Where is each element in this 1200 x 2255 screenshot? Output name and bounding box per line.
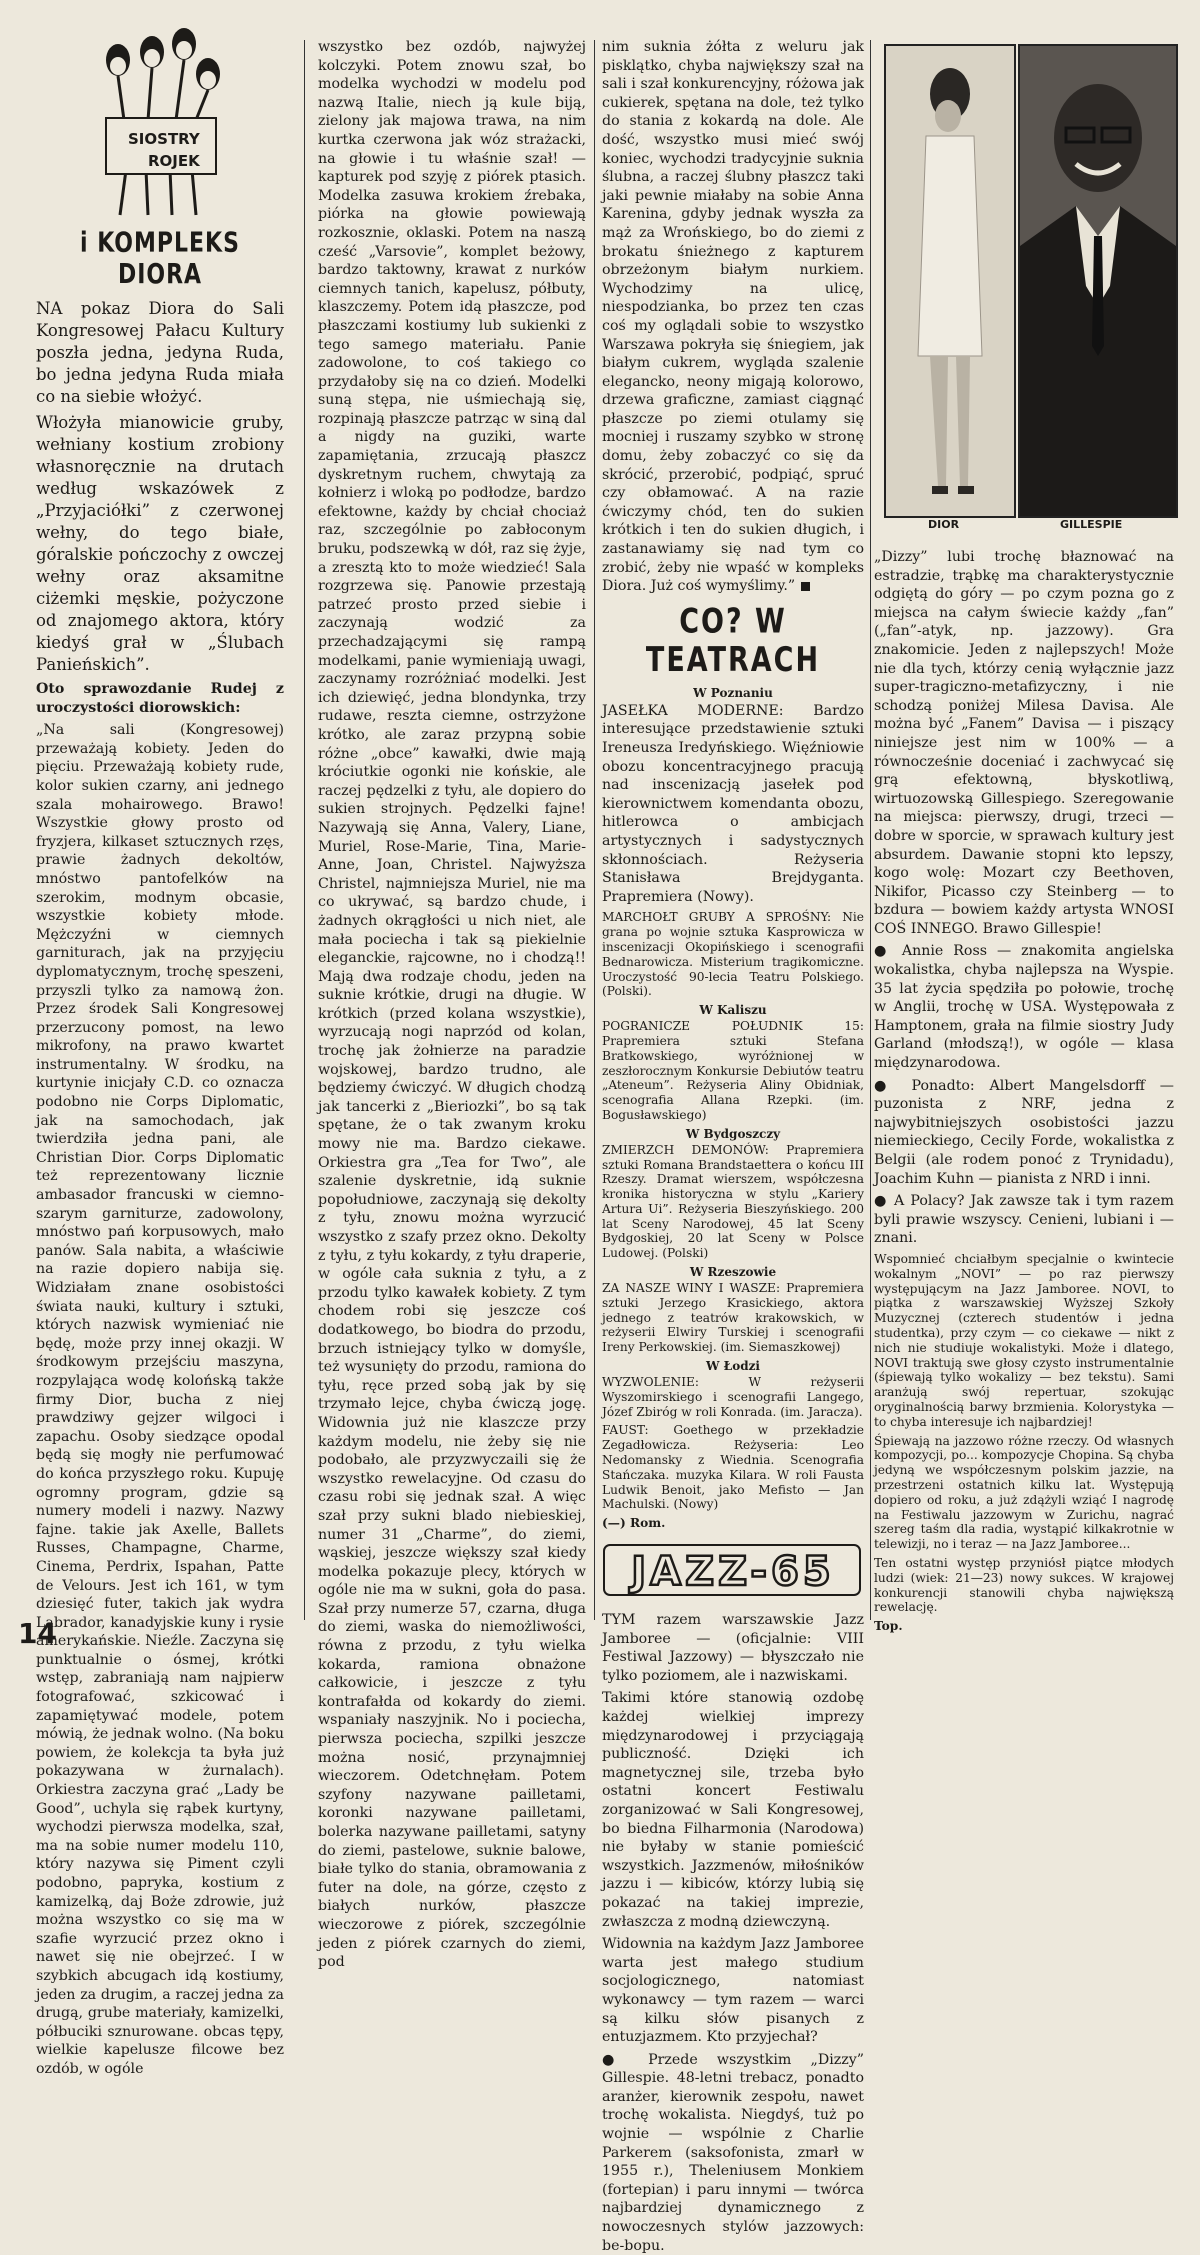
column-divider [870, 40, 871, 1620]
theatre-entry: ZA NASZE WINY I WASZE: Prapremiera sztuki Jerzego Krasickiego, aktora jednego z teatrów krakowskich, w reżyserii Elwiry Turskiej i scenografii Ireny Perkowskiej. (im. Siemaszkowej) [602, 1281, 864, 1355]
column-divider [594, 40, 595, 1620]
theatre-city-heading: W Poznaniu [693, 685, 773, 700]
gillespie-photo [1018, 44, 1178, 518]
article-paragraph [602, 38, 864, 596]
jazz-paragraph: Takimi które stanowią ozdobę każdej wielkiej imprezy międzynarodowej i przyciągają publiczność. Dzięki ich magnetycznej sile, trzeba było ostatni koncert Festiwalu zorganizować w Sali Kongresowej, bo biedna Filharmonia (Narodowa) nie byłaby w stanie pomieścić wszystkich. Jazzmenów, miłośników jazzu i — kibiców, którzy lubią się pokazać na takiej imprezie, zwłaszcza z modną dziewczyną. [602, 1690, 864, 1930]
jazz-paragraph: ● Ponadto: Albert Mangelsdorff — puzonista z NRF, jedna z najwybitniejszych osobistości jazzu niemieckiego, Cecily Forde, wokalistka z Belgii (ale rodem ponoć z Trynidadu), Joachim Kuhn — pianista z NRD i inni. [874, 1077, 1174, 1187]
jazz-lead: TYM razem warszawskie Jazz Jamboree — (oficjalnie: VIII Festiwal Jazzowy) — błyszczało nie tylko poziomem, ale i nazwiskami. [602, 1612, 864, 1684]
jazz-paragraph: ● Annie Ross — znakomita angielska wokalistka, chyba najlepsza na Wyspie. 35 lat życia spędziła po połowie, trochę w Anglii, trochę w USA. Występowała z Hamptonem, grała na filmie siostry Judy Garland (młodszą!), w ogóle — klasa międzynarodowa. [874, 943, 1174, 1072]
photo-caption-dior: DIOR [928, 518, 960, 531]
article-closing-text: nim suknia żółta z weluru jak pisklątko, chyba największy szał na sali i szał konkurencyjny, różowa jak cukierek, spętana na dole, też tylko do stania z kokardą na dole. Ale dość, wszystko musi mieć swój koniec, wychodzi tradycyjnie suknia ślubna, a raczej ślubny płaszcz taki jaki pewnie miałaby na sobie Anna Karenina, gdyby jednak wyszła za mąż za Wrońskiego, bo do ziemi z brokatu śnieżnego z kapturem obrzeżonym białym nurkiem. Wychodzimy na ulicę, niespodzianka, bo przez ten czas coś my oglądali sobie to wszystko Warszawa pokryła się śniegiem, jak białym cukrem, wygląda szalenie elegancko, neony migają kolorowo, drzewa graficzne, zamiast ciągnąć płaszcze po ziemi otulamy się mocniej i ruszamy szybko w stronę domu, żeby zobaczyć co się da skrócić, przerobić, podpiąć, spruć czy obłamować. A na razie ćwiczymy chód, ten do sukien krótkich i ten do sukien długich, i zastanawiamy się nad tym co zrobić, żeby nie wpaść w kompleks Diora. Już coś wymyślimy.” [602, 39, 864, 595]
theatre-entry: WYZWOLENIE: W reżyserii Wyszomirskiego i scenografii Langego, Józef Zbiróg w roli Konrada. (im. Jaracza). [602, 1375, 864, 1419]
theatre-entry: POGRANICZE POŁUDNIK 15: Prapremiera sztuki Stefana Bratkowskiego, wyróżnionej w zeszłorocznym Konkursie Debiutów teatru „Ateneum”. Reżyseria Aliny Obidniak, scenografia Allana Rzepki. (im. Bogusławskiego) [602, 1019, 864, 1122]
jazz-logo-text: JAZZ-65 [631, 1549, 835, 1596]
end-mark-icon [801, 582, 810, 591]
theatre-listings [602, 686, 864, 1512]
column-4 [874, 548, 1174, 1633]
theatre-section-title: CO? W TEATRACH [645, 602, 821, 680]
page-number: 14 [18, 1617, 57, 1650]
article-paragraph: „Na sali (Kongresowej) przeważają kobiety. Jeden do pięciu. Przeważają kobiety rude, kolor sukien czarny, ani jednego szala mohairowego. Brawo! Wszystkie głowy prosto od fryzjera, kilkaset sztucznych rzęs, prawie żadnych dekoltów, mnóstwo pantofelków na szerokim, modnym obcasie, wszystkie kobiety młode. Mężczyźni w ciemnych garniturach, jak na przyjęciu dyplomatycznym, trochę speszeni, przyszli tylko za namową żon. Przez środek Sali Kongresowej przerzucony pomost, na lewo mikrofony, na prawo kwartet instrumentalny. W środku, na kurtynie inicjały C.D. co oznacza podobno nie Corps Diplomatic, jak na samochodach, jak twierdziła jedna pani, ale Christian Dior. Corps Diplomatic też reprezentowany licznie ambasador francuski w ciemno-szarym garniturze, zadowolony, mnóstwo pań korpusowych, mało panów. Sala nabita, a właściwie na razie dopiero nabija się. Widziałam znane osobistości świata nauki, kultury i sztuki, których nazwisk wymieniać nie będę, może przy innej okazji. W środkowym przejściu maszyna, rozpylająca wodę kolońską także firmy Dior, bucha z niej prawdziwy gejzer wilgoci i zapachu. Osoby siedzące opodal będą się mogły nie perfumować do końca przyszłego roku. Kupuję ogromny program, gdzie są numery modeli i nazwy. Nazwy fajne. takie jak Axelle, Ballets Russes, Champagne, Charme, Cinema, Perdrix, Ispahan, Patte de Velours. Jest ich 161, w tym dziesięć futer, takich jak wydra Labrador, kanadyjskie kuny i rysie amerykańskie. Nieźle. Zaczyna się punktualnie o ósmej, krótki wstęp, zabraniają nam najpierw fotografować, szkicować i zapamiętywać modele, potem mówią, że jednak wolno. (Na boku powiem, że kolekcja ta była już pokazywana w żurnalach). Orkiestra zaczyna grać „Lady be Good”, uchyla się rąbek kurtyny, wychodzi pierwsza modelka, szał, ma na sobie numer modelu 110, który nazywa się Piment czyli podobno, papryka, kostium z kamizelką, daj Boże zdrowie, już można wszystko co się ma w szafie wyrzucić przez okno i nawet się nie obejrzeć. I w szybkich abcugach idą kostiumy, jeden za drugim, a raczej jedna za drugą, grube materiały, kamizelki, półbuciki sznurowane. obcas tępy, wielkie kapelusze filcowe bez ozdób, w ogóle [36, 722, 284, 2077]
theatre-signature: (—) Rom. [602, 1516, 666, 1531]
theatre-entry: FAUST: Goethego w przekładzie Zegadłowicza. Reżyseria: Leo Nedomansky z Wiednia. Scenografia Stańczaka. muzyka Kilara. W roli Fausta Ludwik Benoit, jako Mefisto — Jan Machulski. (Nowy) [602, 1423, 864, 1512]
jazz-paragraph: „Dizzy” lubi trochę błaznować na estradzie, trąbkę ma charakterystycznie odgiętą do góry — po czym pozna go z miejsca na całym świecie każdy „fan” („fan”-atyk, np. jazzowy). Gra znakomicie. Jeden z najlepszych! Może nie dla tych, którzy cenią wyłącznie jazz super-tragiczno-metafizyczny, i nie schodzą poniżej Milesa Davisa. Ale można być „Fanem” Davisa — i piszący niniejsze jest nim w 100% — a równocześnie doceniać i zachwycać się grą efektowną, błyskotliwą, wirtuozowską Gillespiego. Szeregowanie na miejsca: pierwszy, drugi, trzeci — dobre w sporcie, w sprawach kultury jest absurdem. Dawanie stopni kto lepszy, kogo wolę: Mozart czy Beethoven, Nikifor, Picasso czy Steinberg — to bzdura — bowiem każdy artysta WNOSI COŚ INNEGO. Brawo Gillespie! [874, 549, 1174, 937]
theatre-city-heading: W Bydgoszczy [685, 1126, 781, 1141]
logo-line-2: ROJEK [148, 152, 200, 170]
jazz-paragraph: Ten ostatni występ przyniósł piątce młodych ludzi (wiek: 21—23) nowy sukces. W krajowej konkurencji stanowili chyba największą rewelację. [874, 1555, 1174, 1615]
jazz-paragraph: ● A Polacy? Jak zawsze tak i tym razem byli prawie wszyscy. Cenieni, lubiani i — znani. [874, 1193, 1174, 1247]
article-lead: NA pokaz Diora do Sali Kongresowej Pałacu Kultury poszła jedna, jedyna Ruda, bo jedna jedyna Ruda miała co na siebie włożyć. [36, 299, 284, 406]
theatre-city-heading: W Kaliszu [699, 1003, 767, 1018]
article-paragraph: Włożyła mianowicie gruby, wełniany kostium zrobiony własnoręcznie na drutach według wskazówek z „Przyjaciółki” z czerwonej wełny, do tego białe, góralskie pończochy z owczej wełny oraz aksamitne ciżemki męskie, pożyczone od znajomego aktora, który kiedyś grał w „Ślubach Panieńskich”. [36, 413, 284, 674]
jazz-signature: Top. [874, 1619, 903, 1634]
photo-caption-gillespie: GILLESPIE [1060, 518, 1123, 531]
theatre-entry: MARCHOŁT GRUBY A SPROŚNY: Nie grana po wojnie sztuka Kasprowicza w inscenizacji Okopińskiego i scenografii Bednarowicza. Misterium tragikomiczne. Uroczystość 90-lecia Teatru Polskiego. (Polski). [602, 910, 864, 999]
theatre-city-heading: W Łodzi [706, 1359, 760, 1374]
article-headline: i KOMPLEKS DIORA [80, 227, 240, 291]
jazz-paragraph: Widownia na każdym Jazz Jamboree warta jest małego studium socjologicznego, natomiast wykonawcy — tym razem — warci są kilku słów pisanych z entuzjazmem. Kto przyjechał? [602, 1936, 864, 2046]
column-divider [304, 40, 305, 1620]
photo-block [884, 44, 1178, 544]
siostry-rojek-logo [36, 30, 284, 230]
jazz-paragraph: ● Przede wszystkim „Dizzy” Gillespie. 48-letni trebacz, ponadto aranżer, kierownik zespołu, nawet trochę wokalista. Niegdyś, tuż po wojnie — wspólnie z Charlie Parkerem (saksofonista, zmarł w 1955 r.), Theleniusem Monkiem (fortepian) i paru innymi — twórca najbardziej dynamicznego z nowoczesnych stylów jazzowych: be-bopu. [602, 2051, 864, 2254]
logo-line-1: SIOSTRY [128, 130, 200, 148]
article-subhead: Oto sprawozdanie Rudej z uroczystości diorowskich: [36, 681, 284, 716]
theatre-city-heading: W Rzeszowie [689, 1265, 777, 1280]
siostry-rojek-illustration [96, 30, 236, 220]
jazz-paragraph: Wspomnieć chciałbym specjalnie o kwintecie wokalnym „NOVI” — po raz pierwszy występującym na Jazz Jamboree. NOVI, to piątka z warszawskiej Wyższej Szkoły Muzycznej (czterech studentów i jedna studentka), przy czym — co ciekawe — nikt z nich nie studiuje wokalistyki. Może i dlatego, NOVI traktują swe głosy czysto instrumentalnie (śpiewają tylko wokalizy — bez tekstu). Sami aranżują swój repertuar, szokując oryginalnością barwy brzmienia. Kolorystyka — to chyba interesuje ich najbardziej! [874, 1251, 1174, 1429]
column-1 [36, 30, 284, 2077]
jazz-65-logo [602, 1541, 864, 1601]
jazz-paragraph: Śpiewają na jazzowo różne rzeczy. Od własnych kompozycji, po... kompozycje Chopina. Są chyba jedyną we współczesnym polskim jazzie, na przestrzeni ostatnich kilku lat. Występują dopiero od roku, a już zdążyli wziąć I nagrodę na Festiwalu jazzowym w Zurichu, nagrać szereg taśm dla radia, wystąpić kilkakrotnie w telewizji, no i teraz — na Jazz Jamboree... [874, 1433, 1174, 1552]
column-3 [602, 38, 864, 2254]
theatre-entry: JASEŁKA MODERNE: Bardzo interesujące przedstawienie sztuki Ireneusza Iredyńskiego. Więźniowie obozu koncentracyjnego pracują nad inscenizacją jasełek pod kierownictwem komendanta obozu, hitlerowca o ambicjach artystycznych i sadystycznych skłonnościach. Reżyseria Stanisława Brejdyganta. Prapremiera (Nowy). [602, 702, 864, 905]
column-2 [318, 38, 586, 1971]
dior-model-photo [884, 44, 1016, 518]
article-paragraph: wszystko bez ozdób, najwyżej kolczyki. Potem znowu szał, bo modelka wychodzi w modelu pod nazwą Italie, niech ją kule biją, zielony jak majowa trawa, na nim kurtka czerwona jak wóz strażacki, na głowie i tu właśnie szał! — kapturek pod szyję z piórek ptasich. Modelka zasuwa krokiem źrebaka, piórka na głowie powiewają rozkosznie, oklaski. Potem na naszą cześć „Varsovie”, komplet beżowy, bardzo taktowny, krawat z nurków ciemnych tanich, kapelusz, półbuty, klaszczemy. Potem idą płaszcze, pod płaszczami kostiumy lub sukienki z tego samego materiału. Panie zadowolone, to coś takiego co przydałoby się na co dzień. Modelki suną stępa, nie uśmiechają się, rozpinają płaszcze patrząc w siną dal a nigdy na guziki, warte zapamiętania, zrzucają płaszcz dyskretnym ruchem, chwytają za kołnierz i wloką po podłodze, bardzo efektowne, każdy by chciał chociaż raz, szczególnie po zabłoconym bruku, podszewką w dół, raz się żyje, a zresztą kto to może wiedzieć! Sala rozgrzewa się. Panowie przestają patrzeć prosto przed siebie i zaczynają wodzić za przechadzającymi się rampą modelkami, panie wymieniają uwagi, zaczynamy rozróżniać modelki. Jest ich dziewięć, jedna blondynka, trzy rudawe, reszta ciemne, ostrzyżone krótko, ale zaraz przypną sobie różne „obce” kawałki, dwie mają króciutkie ogonki nie końskie, ale raczej pędzelki z tyłu, ale dopiero do sukien strojnych. Pędzelki fajne! Nazywają się Anna, Valery, Liane, Muriel, Rose-Marie, Tina, Marie-Anne, Joan, Christel. Najwyższa Christel, najmniejsza Muriel, nie ma co ukrywać, są bardzo chude, i żadnych okrągłości u nich niet, ale mała pociecha i tak są piekielnie eleganckie, rajcowne, no i chodzą!! Mają dwa rodzaje chodu, jeden na suknie krótkie, drugi na długie. W krótkich (przed kolana wszystkie), wyrzucają nogi naprzód od kolan, trochę jak żołnierze na paradzie wojskowej, bardzo trudno, ale będziemy ćwiczyć. W długich chodzą jak tancerki z „Bieriozki”, bo są tak spętane, że o tak zwanym kroku mowy nie ma. Bardzo ciekawe. Orkiestra gra „Tea for Two”, ale szalenie dyskretnie, idą suknie popołudniowe, zaczynają się dekolty z tyłu, znowu można wyrzucić wszystko z szafy przez okno. Dekolty z tyłu, z tyłu kokardy, z tyłu draperie, w ogóle cała suknia z tyłu, a z przodu tylko kawałek kobiety. Z tym chodem robi się jeszcze coś dodatkowego, bo biodra do przodu, brzuch istniejący tylko w domyśle, też wysunięty do przodu, ramiona do tyłu, ręce przed sobą jak by się trzymało lejce, chyba ćwiczą jogę. Widownia już nie klaszcze przy każdym modelu, nie żeby się nie podobało, ale przyzwyczaili się że wszystko rewelacyjne. Od czasu do czasu robi się jednak szał. A więc szał przy sukni blado niebieskiej, numer 31 „Charme”, do ziemi, wąskiej, jeszcze większy szał kiedy modelka pokazuje plecy, których w ogóle nie ma w sukni, goła do pasa. Szał przy numerze 57, czarna, długa do ziemi, waska do niemożliwości, równa z przodu, z tyłu wielka kokarda, ramiona obnażone całkowicie, i jeszcze z tyłu kontrafałda od kokardy do ziemi. wspaniały naszyjnik. No i pociecha, pierwsza pociecha, szpilki jeszcze można nosić, przynajmniej wieczorem. Odetchnęłam. Potem szyfony nazywane pailletami, koronki nazywane pailletami, bolerka nazywane pailletami, satyny do ziemi, pastelowe, suknie balowe, białe tylko do stania, obramowania z futer na dole, na górze, często z białych nurków, płaszcze wieczorowe z piórek, szczególnie jeden z piórek czarnych do ziemi, pod [318, 39, 586, 1971]
theatre-entry: ZMIERZCH DEMONÓW: Prapremiera sztuki Romana Brandstaettera o końcu III Rzeszy. Dramat wierszem, współczesna kronika historyczna w stylu „Kariery Artura Ui”. Reżyseria Bieszyńskiego. 200 lat Sceny Narodowej, 45 lat Sceny Bydgoskiej, 20 lat Sceny w Polsce Ludowej. (Polski) [602, 1142, 864, 1261]
